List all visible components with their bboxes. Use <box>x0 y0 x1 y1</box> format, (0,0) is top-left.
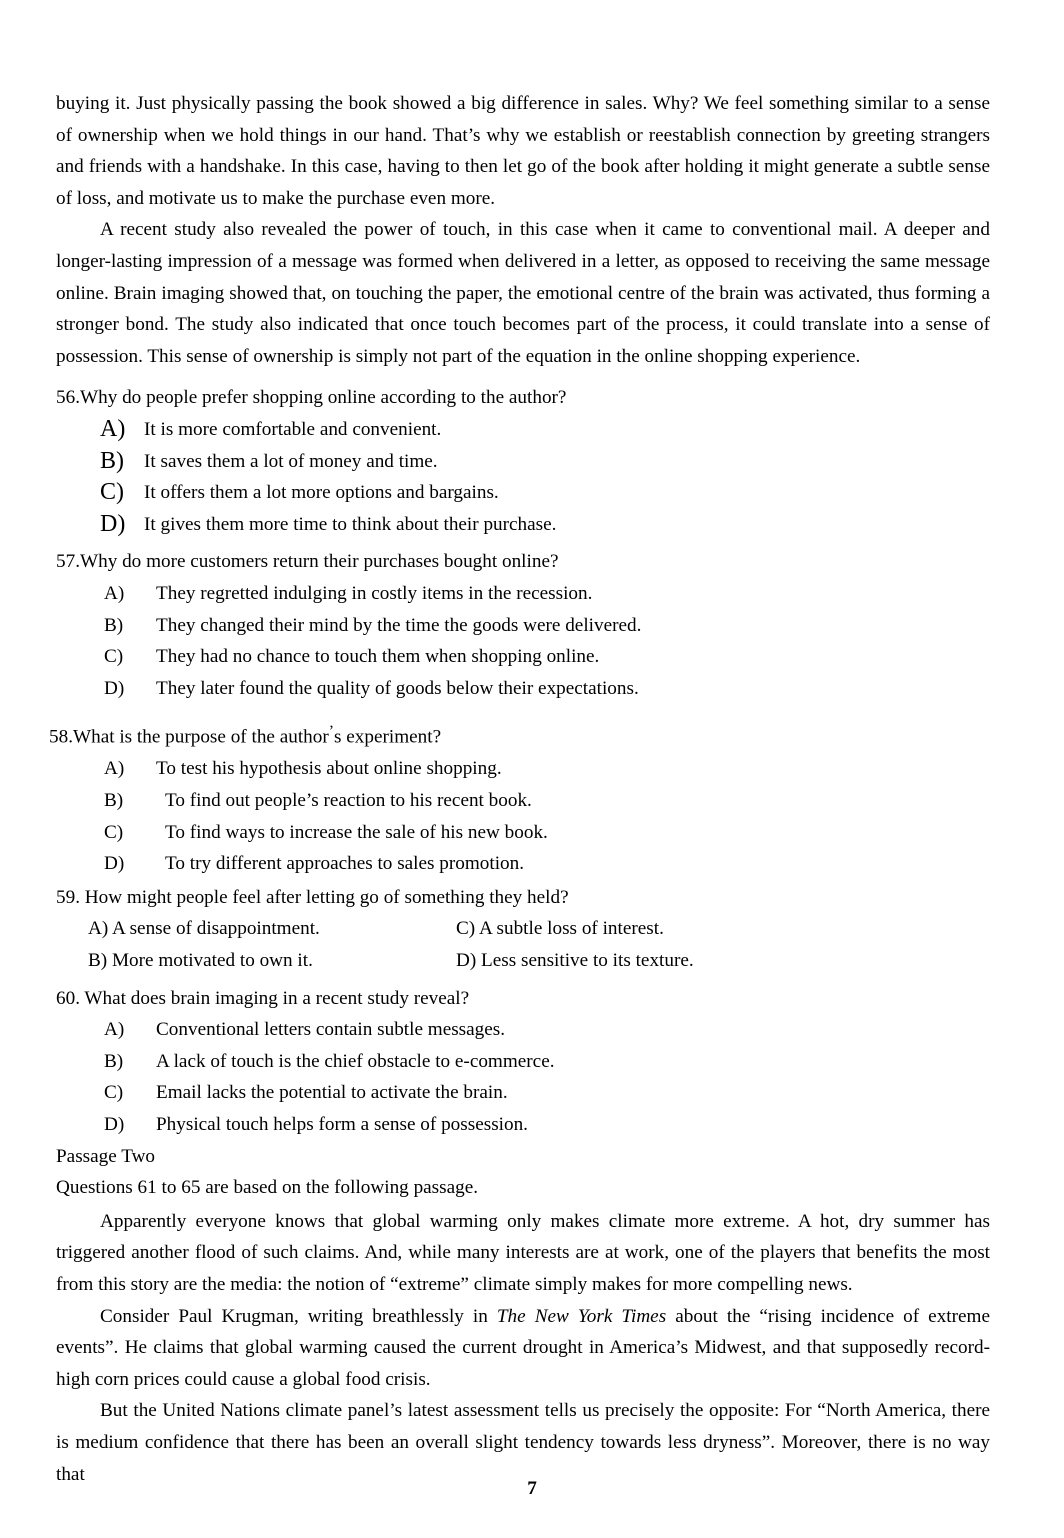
option-letter: D) <box>100 510 126 537</box>
question-57 <box>56 546 990 704</box>
option-row[interactable] <box>56 673 990 705</box>
question-59 <box>56 882 990 977</box>
question-57-stem: 57.Why do more customers return their purchases bought online? <box>56 551 559 573</box>
question-60 <box>56 983 990 1141</box>
option-letter: C) <box>104 1082 124 1104</box>
option-letter: C) <box>104 646 124 668</box>
option-row[interactable] <box>56 578 990 610</box>
passage-two-instruction: Questions 61 to 65 are based on the following passage. <box>56 1177 479 1199</box>
question-58 <box>49 716 990 880</box>
option-letter: C) <box>456 918 476 940</box>
option-letter: C) <box>104 821 124 843</box>
option-row[interactable] <box>56 1014 990 1046</box>
option-letter: D) <box>104 853 125 875</box>
option-row[interactable] <box>56 477 990 509</box>
option-cell[interactable] <box>56 913 456 945</box>
question-57-options <box>56 578 990 704</box>
option-row[interactable] <box>56 509 990 541</box>
option-letter: B) <box>104 1050 124 1072</box>
option-row[interactable] <box>56 446 990 478</box>
option-row[interactable] <box>56 848 990 880</box>
option-row[interactable] <box>56 753 990 785</box>
option-text: It gives them more time to think about their purchase. <box>144 513 557 535</box>
option-text: They regretted indulging in costly items in the recession. <box>156 582 593 604</box>
option-text: They later found the quality of goods below their expectations. <box>156 677 639 699</box>
option-text: It offers them a lot more options and bargains. <box>144 482 499 504</box>
option-text: It is more comfortable and convenient. <box>144 418 442 440</box>
option-text: It saves them a lot of money and time. <box>144 450 438 472</box>
option-row[interactable] <box>56 641 990 673</box>
option-letter: A) <box>104 582 125 604</box>
passage-two-heading: Passage Two <box>56 1145 156 1167</box>
option-text: Email lacks the potential to activate the brain. <box>156 1082 508 1104</box>
question-58-stem-part-1: 58.What is the purpose of the author <box>49 726 329 748</box>
newspaper-title: The New York Times <box>496 1305 667 1327</box>
option-letter: A) <box>104 1019 125 1041</box>
passage-two-paragraph-2-part-1: Consider Paul Krugman, writing breathlessly in <box>100 1305 497 1327</box>
option-text: A lack of touch is the chief obstacle to e-commerce. <box>156 1050 555 1072</box>
option-text: Less sensitive to its texture. <box>481 950 694 972</box>
option-text: A sense of disappointment. <box>112 918 320 940</box>
option-row <box>56 945 990 977</box>
question-59-options <box>56 913 990 976</box>
option-row[interactable] <box>56 1046 990 1078</box>
option-text: To test his hypothesis about online shopping. <box>156 758 502 780</box>
option-letter: A) <box>88 918 109 940</box>
option-row[interactable] <box>56 414 990 446</box>
option-letter: D) <box>104 677 125 699</box>
option-letter: A) <box>104 758 125 780</box>
option-row <box>56 913 990 945</box>
passage-one-paragraph-2: A recent study also revealed the power of touch, in this case when it came to conventional mail. A deeper and longer-lasting impression of a message was formed when delivered in a letter, as opposed to receiving the same message online. Brain imaging showed that, on touching the paper, the emotional centre of the brain was activated, thus forming a stronger bond. The study also indicated that once touch becomes part of the process, it could translate into a sense of possession. This sense of ownership is simply not part of the equation in the online shopping experience. <box>56 219 990 367</box>
option-text: To try different approaches to sales promotion. <box>165 853 525 875</box>
option-letter: D) <box>456 950 477 972</box>
option-text: Conventional letters contain subtle messages. <box>156 1019 506 1041</box>
option-letter: B) <box>100 447 124 474</box>
option-row[interactable] <box>56 817 990 849</box>
question-58-options <box>56 753 990 879</box>
question-58-stem-part-2: s experiment? <box>334 726 442 748</box>
option-row[interactable] <box>56 1077 990 1109</box>
option-letter: B) <box>104 790 124 812</box>
spacer <box>56 704 990 716</box>
option-letter: B) <box>104 614 124 636</box>
question-60-stem: 60. What does brain imaging in a recent study reveal? <box>56 987 470 1009</box>
option-letter: C) <box>100 479 124 506</box>
option-row[interactable] <box>56 610 990 642</box>
question-58-stem <box>49 716 990 753</box>
option-letter: D) <box>104 1114 125 1136</box>
passage-one-paragraph-1: buying it. Just physically passing the book showed a big difference in sales. Why? We feel something similar to a sense of ownership when we hold things in our hand. That’s why we establish or reestablish connection by greeting strangers and friends with a handshake. In this case, having to then let go of the book after holding it might generate a subtle sense of loss, and motivate us to make the purchase even more. <box>56 93 990 209</box>
option-cell[interactable] <box>456 913 664 945</box>
passage-two-paragraph-3: But the United Nations climate panel’s latest assessment tells us precisely the opposite: For “North America, there is medium confidence that there has been an overall slight tendency towards less dryness”. Moreover, there is no way that <box>56 1400 990 1485</box>
option-cell[interactable] <box>456 945 694 977</box>
option-cell[interactable] <box>56 945 456 977</box>
option-row[interactable] <box>56 1109 990 1141</box>
page-content <box>49 88 990 1490</box>
question-56-stem: 56.Why do people prefer shopping online according to the author? <box>56 387 567 409</box>
page-number: 7 <box>527 1478 537 1499</box>
option-text: To find ways to increase the sale of his new book. <box>165 821 548 843</box>
option-text: To find out people’s reaction to his recent book. <box>165 790 532 812</box>
question-56 <box>56 382 990 540</box>
option-letter: B) <box>88 950 108 972</box>
option-row[interactable] <box>56 785 990 817</box>
passage-two-paragraph-2-part-2: about the “rising incidence of extreme events”. He claims that global warming caused the current drought in America’s Midwest, and that supposedly record-high corn prices could cause a global food crisis. <box>56 1305 990 1390</box>
option-text: Physical touch helps form a sense of possession. <box>156 1114 528 1136</box>
option-text: They had no chance to touch them when shopping online. <box>156 646 600 668</box>
question-56-options <box>56 414 990 540</box>
passage-two-paragraph-2 <box>56 1301 990 1396</box>
spacer <box>56 372 990 382</box>
question-60-options <box>56 1014 990 1140</box>
passage-two-paragraph-1: Apparently everyone knows that global warming only makes climate more extreme. A hot, dry summer has triggered another flood of such claims. And, while many interests are at work, one of the players that benefits the most from this story are the media: the notion of “extreme” climate simply makes for more compelling news. <box>56 1210 990 1295</box>
option-letter: A) <box>100 415 126 442</box>
option-text: More motivated to own it. <box>111 950 313 972</box>
option-text: A subtle loss of interest. <box>478 918 664 940</box>
question-58-stem-apostrophe: ’ <box>328 723 334 741</box>
question-59-stem: 59. How might people feel after letting go of something they held? <box>56 886 569 908</box>
option-text: They changed their mind by the time the goods were delivered. <box>156 614 642 636</box>
